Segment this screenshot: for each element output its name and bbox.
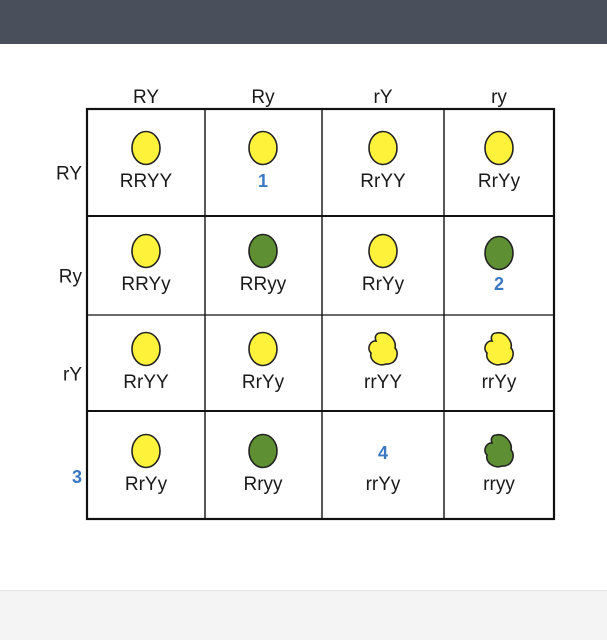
genotype-label: RrYY xyxy=(123,372,169,393)
yellow-round-pea-icon xyxy=(369,235,397,268)
yellow-round-pea-icon xyxy=(132,333,160,366)
genotype-label: RRYY xyxy=(119,171,173,192)
genotype-label: rryy xyxy=(483,474,515,495)
yellow-round-pea-icon xyxy=(132,435,160,468)
column-header-ry: rY xyxy=(373,87,393,108)
yellow-round-pea-icon xyxy=(132,132,160,165)
column-header-ry: Ry xyxy=(251,87,275,108)
genotype-label: RrYY xyxy=(360,171,406,192)
row-header-ry: Ry xyxy=(58,266,82,288)
yellow-round-pea-icon xyxy=(485,132,513,165)
green-round-pea-icon xyxy=(249,235,277,268)
genotype-label: rrYY xyxy=(364,372,402,393)
row-header-blank-3: 3 xyxy=(71,467,82,487)
blank-marker-4: 4 xyxy=(377,443,389,463)
genotype-label: RrYy xyxy=(124,474,168,495)
row-header-ry: rY xyxy=(63,364,82,386)
genotype-label: RRYy xyxy=(121,274,171,295)
genotype-label: RrYy xyxy=(477,171,521,192)
yellow-round-pea-icon xyxy=(132,235,160,268)
green-round-pea-icon xyxy=(485,237,513,270)
genotype-label: rrYy xyxy=(365,474,401,495)
blank-marker-2: 2 xyxy=(493,274,505,294)
yellow-wrinkled-pea-icon xyxy=(369,333,397,365)
yellow-wrinkled-pea-icon xyxy=(485,333,513,365)
blank-marker-1: 1 xyxy=(257,171,269,191)
yellow-round-pea-icon xyxy=(249,132,277,165)
genotype-label: RrYy xyxy=(361,274,405,295)
yellow-round-pea-icon xyxy=(369,132,397,165)
green-round-pea-icon xyxy=(249,435,277,468)
green-wrinkled-pea-icon xyxy=(485,435,513,467)
yellow-round-pea-icon xyxy=(249,333,277,366)
genotype-label: RRyy xyxy=(239,274,287,295)
column-header-ry: ry xyxy=(491,87,507,108)
row-header-ry: RY xyxy=(55,163,82,185)
genotype-label: RrYy xyxy=(241,372,285,393)
column-header-ry: RY xyxy=(132,87,160,108)
genotype-label: Rryy xyxy=(243,474,283,495)
bottom-bar xyxy=(0,590,607,640)
genotype-label: rrYy xyxy=(481,372,517,393)
